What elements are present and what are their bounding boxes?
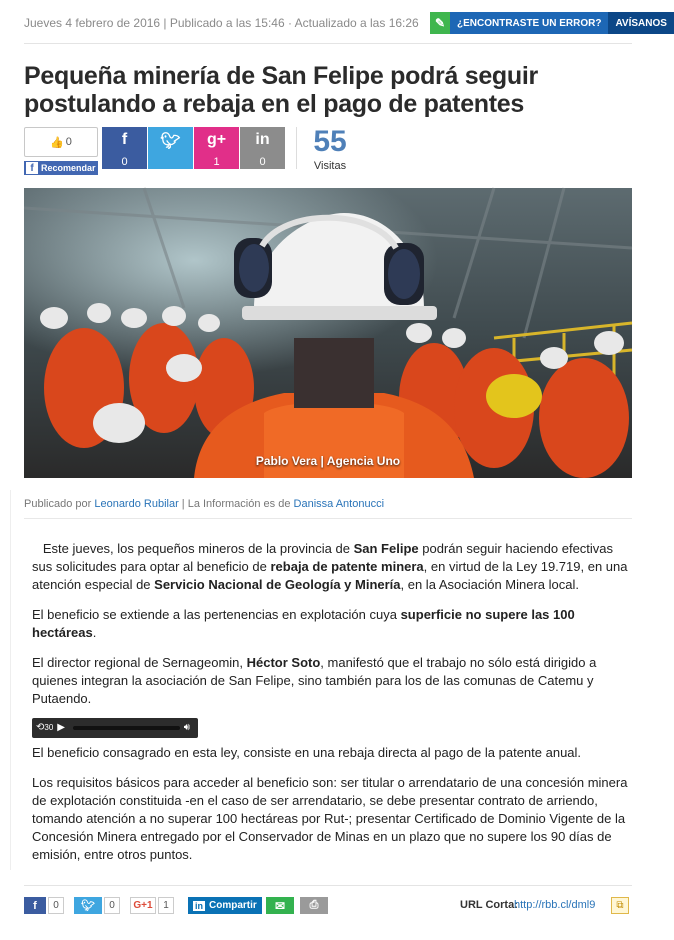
source-link[interactable]: Danissa Antonucci xyxy=(293,498,385,510)
miners-photo-illustration xyxy=(24,188,632,478)
footer-googleplus-count: 1 xyxy=(158,897,174,914)
dateline: Jueves 4 febrero de 2016 | Publicado a las 15:46 · Actualizado a las 16:26 xyxy=(24,16,419,30)
facebook-like-widget xyxy=(24,127,98,175)
divider xyxy=(10,490,11,870)
footer-facebook-share[interactable] xyxy=(24,897,64,914)
byline xyxy=(24,498,384,510)
paragraph xyxy=(32,654,628,708)
photo-credit: Pablo Vera | Agencia Uno xyxy=(255,454,401,468)
text: , en la Asociación Minera local. xyxy=(400,577,579,592)
audio-progress-track[interactable] xyxy=(73,726,180,730)
text: . xyxy=(92,625,97,640)
text: El director regional de Sernageomin, xyxy=(32,655,247,670)
paragraph xyxy=(32,540,628,594)
play-icon[interactable]: ▶ xyxy=(57,722,65,733)
facebook-share-button[interactable] xyxy=(102,127,147,169)
linkedin-share-count: 0 xyxy=(259,156,266,168)
googleplus-share-count: 1 xyxy=(213,156,220,168)
text-bold: rebaja de patente minera xyxy=(270,559,424,574)
linkedin-icon: in xyxy=(255,131,270,148)
short-url-link[interactable]: http://rbb.cl/dml9 xyxy=(514,899,596,911)
twitter-share-button[interactable] xyxy=(148,127,193,169)
text: podrán seguir haciendo efectivas sus solicitudes para optar al beneficio de xyxy=(32,541,614,574)
paragraph: Los requisitos básicos para acceder al beneficio son: ser titular o arrendatario de una concesión minera de explotación constituida -en el caso de ser arrendatario, se debe presentar contrato de arriendo, tomando atención a no superar 100 hectáreas por Rut-; presentar Certificado de Dominio Vigente de la Concesión Minera entregado por el Conservador de Minas en un plazo que no supere los 90 días de emisión, entre otros puntos. xyxy=(32,775,628,862)
copy-icon[interactable]: ⧉ xyxy=(611,897,629,914)
linkedin-share-button[interactable] xyxy=(240,127,285,169)
visits-label: Visitas xyxy=(313,160,347,172)
googleplus-share-button[interactable] xyxy=(194,127,239,169)
text: , en virtud de la Ley 19.719, en una atención especial de xyxy=(32,559,628,592)
text-bold: Héctor Soto xyxy=(246,655,321,670)
avisanos-label: AVÍSANOS xyxy=(608,12,674,34)
like-count-bubble[interactable] xyxy=(24,127,98,157)
thumbs-up-icon: 👍 xyxy=(50,136,64,149)
divider xyxy=(24,518,632,519)
top-bar xyxy=(24,0,667,44)
googleplus-icon: g+ xyxy=(206,131,227,148)
footer-print[interactable] xyxy=(300,897,328,914)
divider xyxy=(24,885,632,886)
text: El beneficio se extiende a las pertenencias en explotación cuya xyxy=(32,607,401,622)
pencil-icon: ✎ xyxy=(430,12,450,34)
short-url-label: URL Corta: xyxy=(460,899,518,911)
info-label: | La Información es de xyxy=(181,498,291,510)
facebook-share-count: 0 xyxy=(121,156,128,168)
share-footer xyxy=(24,897,632,919)
twitter-icon: 🐦︎ xyxy=(160,133,181,150)
paragraph: El beneficio consagrado en esta ley, consiste en una rebaja directa al pago de la patente anual. xyxy=(32,745,582,760)
divider xyxy=(296,127,297,169)
footer-linkedin-share[interactable] xyxy=(188,897,262,914)
audio-player[interactable] xyxy=(32,718,198,738)
facebook-icon: f xyxy=(26,162,38,174)
recommend-button[interactable] xyxy=(24,161,98,175)
visits-count: 55 xyxy=(313,125,347,158)
rewind-seconds: 30 xyxy=(44,723,54,732)
paragraph xyxy=(32,606,628,642)
article-title: Pequeña minería de San Felipe podrá seguir postulando a rebaja en el pago de patentes xyxy=(24,62,538,118)
report-error-button[interactable] xyxy=(430,12,674,34)
recommend-label: Recomendar xyxy=(41,163,96,173)
footer-email-share[interactable] xyxy=(266,897,294,914)
googleplus-icon: G+1 xyxy=(130,897,156,914)
text-bold: superficie no supere las 100 hectáreas xyxy=(32,607,575,640)
linkedin-share-button[interactable] xyxy=(188,897,262,914)
published-by-label: Publicado por xyxy=(24,498,92,510)
volume-icon[interactable]: 🔊︎ xyxy=(183,722,190,733)
facebook-icon: f xyxy=(121,131,128,148)
author-link[interactable]: Leonardo Rubilar xyxy=(94,498,179,510)
facebook-icon: f xyxy=(24,897,46,914)
footer-twitter-share[interactable] xyxy=(74,897,120,914)
text-bold: Servicio Nacional de Geología y Minería xyxy=(154,577,401,592)
linkedin-icon: in xyxy=(195,900,203,911)
text: Este jueves, los pequeños mineros de la provincia de xyxy=(42,541,354,556)
text: , manifestó que el trabajo no sólo está dirigido a quienes integran la asociación de San Felipe, sino también para los de las comunas de Catemu y Putaendo. xyxy=(32,655,597,706)
like-count: 0 xyxy=(65,136,72,148)
print-icon: ⎙ xyxy=(300,897,328,914)
twitter-icon: 🐦︎ xyxy=(74,897,102,914)
footer-twitter-count: 0 xyxy=(104,897,120,914)
linkedin-share-label: Compartir xyxy=(209,900,257,911)
social-share-row xyxy=(24,127,624,177)
footer-facebook-count: 0 xyxy=(48,897,64,914)
email-icon: ✉ xyxy=(266,897,294,914)
rewind-30-icon[interactable]: ⟲30 xyxy=(36,722,54,733)
footer-googleplus-share[interactable] xyxy=(130,897,174,914)
article-body xyxy=(32,540,628,876)
report-error-label: ¿ENCONTRASTE UN ERROR? xyxy=(450,12,608,34)
article-photo xyxy=(24,188,632,478)
text-bold: San Felipe xyxy=(353,541,419,556)
